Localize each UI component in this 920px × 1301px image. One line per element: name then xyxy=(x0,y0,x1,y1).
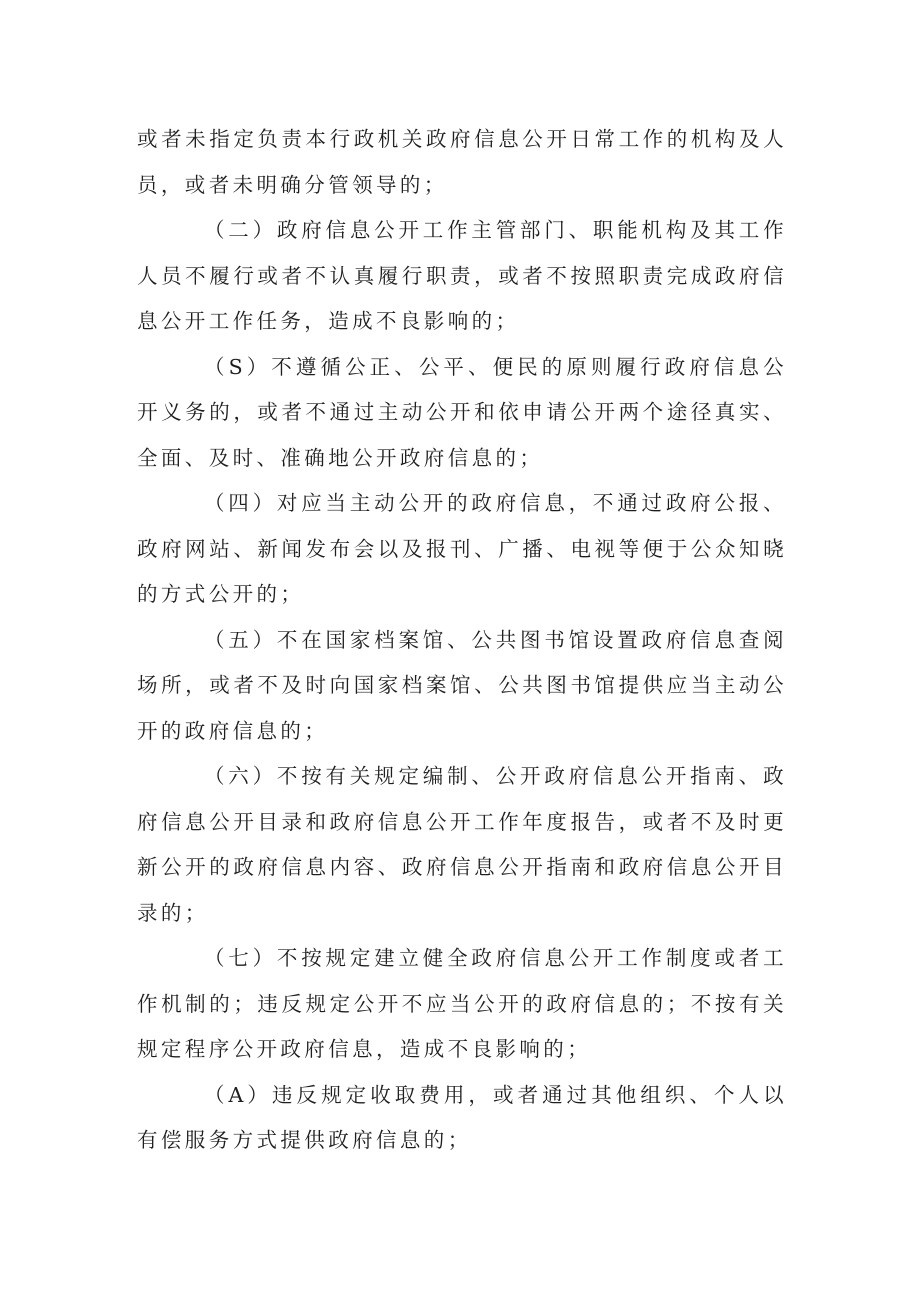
paragraph-item-7: （七）不按规定建立健全政府信息公开工作制度或者工作机制的；违反规定公开不应当公开的政府信息的；不按有关规定程序公开政府信息，造成不良影响的； xyxy=(137,946,787,1061)
paragraph-item-8: （A）违反规定收取费用，或者通过其他组织、个人以有偿服务方式提供政府信息的； xyxy=(137,1082,787,1152)
paragraph-item-6: （六）不按有关规定编制、公开政府信息公开指南、政府信息公开目录和政府信息公开工作年度报告，或者不及时更新公开的政府信息内容、政府信息公开指南和政府信息公开目录的； xyxy=(137,764,787,925)
paragraph-item-2: （二）政府信息公开工作主管部门、职能机构及其工作人员不履行或者不认真履行职责，或者不按照职责完成政府信息公开工作任务，造成不良影响的； xyxy=(137,218,787,333)
paragraph-item-5: （五）不在国家档案馆、公共图书馆设置政府信息查阅场所，或者不及时向国家档案馆、公共图书馆提供应当主动公开的政府信息的； xyxy=(137,627,787,743)
paragraph-item-4: （四）对应当主动公开的政府信息，不通过政府公报、政府网站、新闻发布会以及报刊、广播、电视等便于公众知晓的方式公开的； xyxy=(137,491,787,606)
document-body xyxy=(137,117,787,1164)
paragraph-continuation: 或者未指定负责本行政机关政府信息公开日常工作的机构及人员，或者未明确分管领导的； xyxy=(137,127,787,197)
paragraph-item-3: （S）不遵循公正、公平、便民的原则履行政府信息公开义务的，或者不通过主动公开和依申请公开两个途径真实、全面、及时、准确地公开政府信息的； xyxy=(137,354,787,470)
